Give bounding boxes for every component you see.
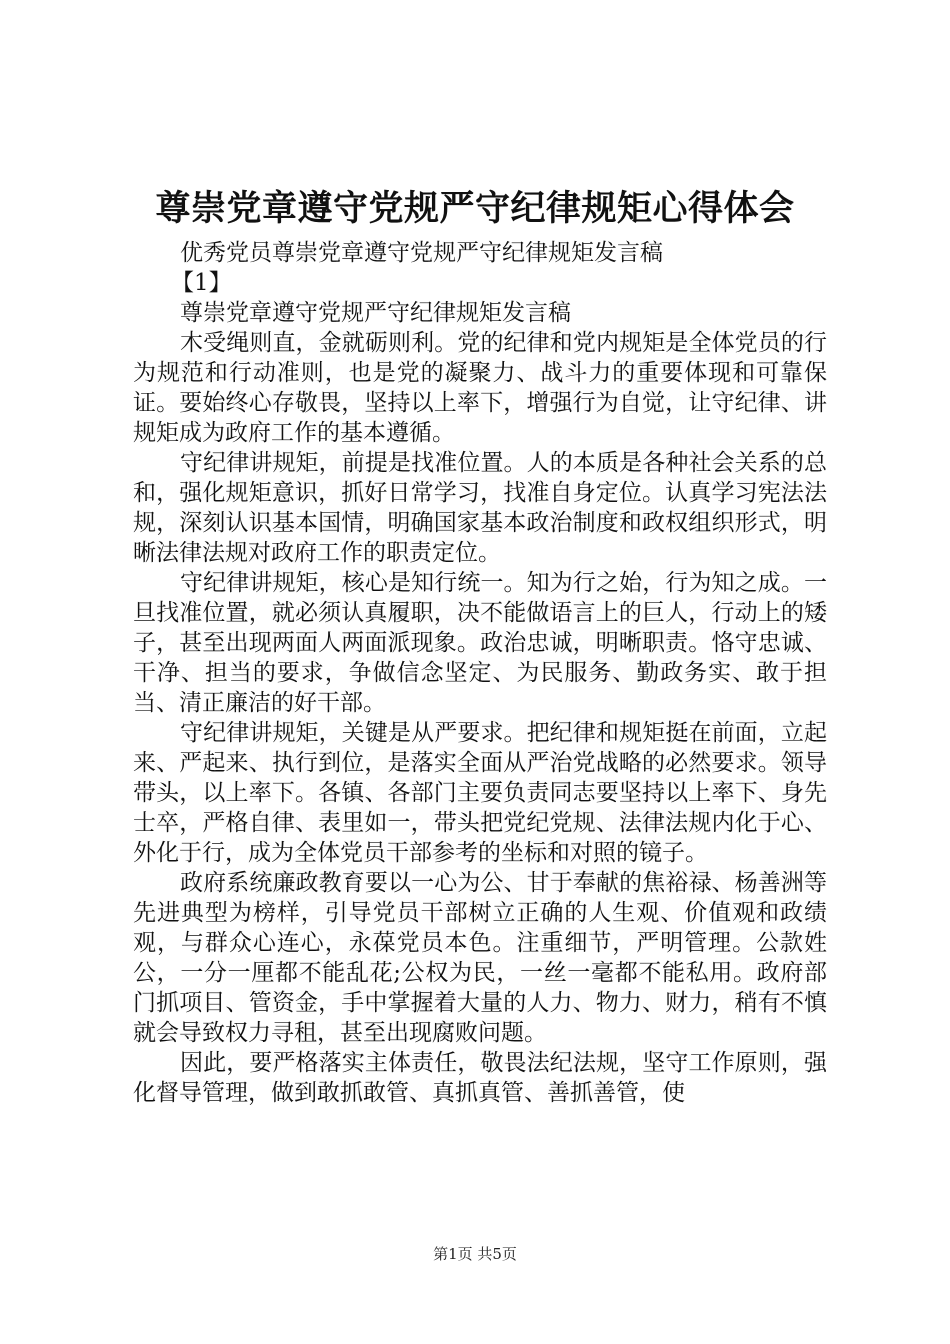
document-title: 尊崇党章遵守党规严守纪律规矩心得体会 — [155, 188, 795, 229]
paragraph: 政府系统廉政教育要以一心为公、甘于奉献的焦裕禄、杨善洲等先进典型为榜样，引导党员干部树立正确的人生观、价值观和政绩观，与群众心连心，永葆党员本色。注重细节，严明管理。公款姓公，一分一厘都不能乱花;公权为民，一丝一毫都不能私用。政府部门抓项目、管资金，手中掌握着大量的人力、物力、财力，稍有不慎就会导致权力寻租，甚至出现腐败问题。 — [133, 870, 827, 1046]
paragraph: 木受绳则直，金就砺则利。党的纪律和党内规矩是全体党员的行为规范和行动准则，也是党的凝聚力、战斗力的重要体现和可靠保证。要始终心存敬畏，坚持以上率下，增强行为自觉，让守纪律、讲规矩成为政府工作的基本遵循。 — [133, 330, 827, 446]
paragraph: 守纪律讲规矩，核心是知行统一。知为行之始，行为知之成。一旦找准位置，就必须认真履职，决不能做语言上的巨人，行动上的矮子，甚至出现两面人两面派现象。政治忠诚，明晰职责。恪守忠诚、干净、担当的要求，争做信念坚定、为民服务、勤政务实、敢于担当、清正廉洁的好干部。 — [133, 570, 827, 716]
paragraph: 因此，要严格落实主体责任，敬畏法纪法规，坚守工作原则，强化督导管理，做到敢抓敢管、真抓真管、善抓善管，使 — [133, 1050, 827, 1106]
page-footer: 第1页 共5页 — [433, 1245, 517, 1263]
paragraph: 尊崇党章遵守党规严守纪律规矩发言稿 — [180, 300, 571, 326]
paragraph: 【1】 — [171, 270, 232, 296]
paragraph: 优秀党员尊崇党章遵守党规严守纪律规矩发言稿 — [180, 240, 663, 266]
paragraph: 守纪律讲规矩，前提是找准位置。人的本质是各种社会关系的总和，强化规矩意识，抓好日常学习，找准自身定位。认真学习宪法法规，深刻认识基本国情，明确国家基本政治制度和政权组织形式，明晰法律法规对政府工作的职责定位。 — [133, 450, 827, 566]
document-body — [133, 238, 827, 1108]
paragraph: 守纪律讲规矩，关键是从严要求。把纪律和规矩挺在前面，立起来、严起来、执行到位，是落实全面从严治党战略的必然要求。领导带头，以上率下。各镇、各部门主要负责同志要坚持以上率下、身先士卒，严格自律、表里如一，带头把党纪党规、法律法规内化于心、外化于行，成为全体党员干部参考的坐标和对照的镜子。 — [133, 720, 827, 866]
